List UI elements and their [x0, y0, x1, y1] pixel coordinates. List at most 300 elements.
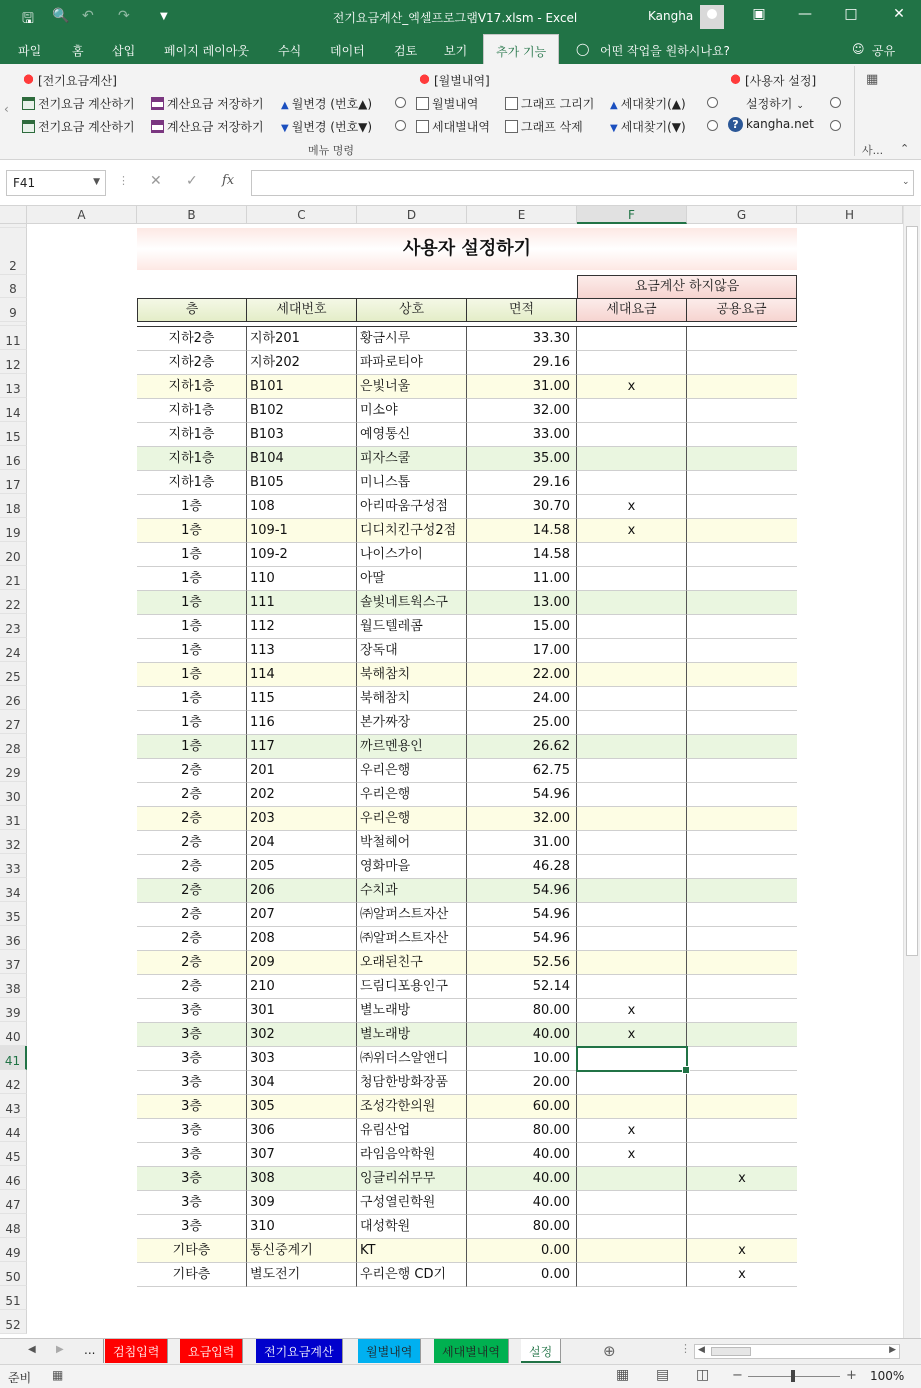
cell-unit-fee[interactable] — [577, 447, 687, 471]
macro-record-icon[interactable]: ▦ — [52, 1368, 64, 1382]
cell-name[interactable]: 라임음악학원 — [357, 1143, 467, 1167]
cell-common-fee[interactable]: x — [687, 1239, 797, 1263]
cell-name[interactable]: 잉글리쉬무무 — [357, 1167, 467, 1191]
cell-name[interactable]: 아리따움구성점 — [357, 495, 467, 519]
cell-common-fee[interactable] — [687, 1095, 797, 1119]
cell-floor[interactable]: 1층 — [137, 519, 247, 543]
cell-unit[interactable]: 310 — [247, 1215, 357, 1239]
cell-floor[interactable]: 2층 — [137, 831, 247, 855]
cell-unit-fee[interactable] — [577, 711, 687, 735]
cell-area[interactable]: 0.00 — [467, 1239, 577, 1263]
cell-name[interactable]: 황금시루 — [357, 327, 467, 351]
select-all-corner[interactable] — [0, 206, 27, 224]
cell-common-fee[interactable] — [687, 399, 797, 423]
column-header-g[interactable]: G — [687, 206, 797, 224]
expand-formula-icon[interactable]: ⌄ — [902, 177, 910, 187]
cell-area[interactable]: 32.00 — [467, 807, 577, 831]
cell-area[interactable]: 54.96 — [467, 879, 577, 903]
cell-floor[interactable]: 3층 — [137, 1143, 247, 1167]
cell-floor[interactable]: 3층 — [137, 1215, 247, 1239]
sheet-tab[interactable]: 세대별내역 — [434, 1339, 509, 1363]
cell-floor[interactable]: 1층 — [137, 711, 247, 735]
radio-1[interactable] — [395, 96, 406, 110]
radio-3[interactable] — [707, 96, 718, 110]
find-down-button[interactable]: ▼ 세대찾기(▼) — [610, 120, 686, 134]
cell-common-fee[interactable] — [687, 327, 797, 351]
cell-name[interactable]: 드림디포용인구 — [357, 975, 467, 999]
cell-unit[interactable]: 지하201 — [247, 327, 357, 351]
cell-area[interactable]: 31.00 — [467, 375, 577, 399]
cell-name[interactable]: 미소야 — [357, 399, 467, 423]
cell-common-fee[interactable] — [687, 759, 797, 783]
add-sheet-icon[interactable]: ⊕ — [603, 1342, 616, 1360]
cell-floor[interactable]: 지하1층 — [137, 471, 247, 495]
cell-area[interactable]: 26.62 — [467, 735, 577, 759]
cell-unit-fee[interactable] — [577, 1071, 687, 1095]
save-calc-button-2[interactable]: 계산요금 저장하기 — [151, 118, 264, 135]
cell-unit[interactable]: B105 — [247, 471, 357, 495]
cell-unit-fee[interactable]: x — [577, 375, 687, 399]
cell-floor[interactable]: 1층 — [137, 495, 247, 519]
cell-floor[interactable]: 1층 — [137, 543, 247, 567]
cell-unit-fee[interactable] — [577, 1215, 687, 1239]
row-header[interactable]: 36 — [0, 926, 27, 950]
sheet-tab[interactable]: 요금입력 — [180, 1339, 243, 1363]
cell-floor[interactable]: 2층 — [137, 879, 247, 903]
ribbon-scroll-left-icon[interactable]: ‹ — [4, 102, 9, 116]
cell-common-fee[interactable] — [687, 903, 797, 927]
row-header[interactable]: 45 — [0, 1142, 27, 1166]
cell-unit-fee[interactable] — [577, 1047, 687, 1071]
cell-floor[interactable]: 3층 — [137, 1071, 247, 1095]
cell-name[interactable]: 우리은행 — [357, 783, 467, 807]
cell-floor[interactable]: 2층 — [137, 927, 247, 951]
cell-unit[interactable]: 지하202 — [247, 351, 357, 375]
month-down-button[interactable]: ▼ 월변경 (번호▼) — [281, 120, 373, 134]
save-icon[interactable]: 🖫 — [22, 11, 34, 27]
cell-area[interactable]: 29.16 — [467, 351, 577, 375]
cell-floor[interactable]: 3층 — [137, 999, 247, 1023]
cell-floor[interactable]: 3층 — [137, 1119, 247, 1143]
cell-unit[interactable]: 302 — [247, 1023, 357, 1047]
cell-common-fee[interactable] — [687, 351, 797, 375]
cell-floor[interactable]: 3층 — [137, 1023, 247, 1047]
row-header[interactable]: 41 — [0, 1046, 27, 1070]
cell-name[interactable]: KT — [357, 1239, 467, 1263]
cell-area[interactable]: 30.70 — [467, 495, 577, 519]
cell-name[interactable]: ㈜알퍼스트자산 — [357, 927, 467, 951]
cell-floor[interactable]: 3층 — [137, 1191, 247, 1215]
cell-unit[interactable]: 109-1 — [247, 519, 357, 543]
cell-common-fee[interactable] — [687, 639, 797, 663]
cell-common-fee[interactable] — [687, 375, 797, 399]
cell-name[interactable]: 별노래방 — [357, 1023, 467, 1047]
sheet-tab[interactable]: 검침입력 — [105, 1339, 168, 1363]
cell-name[interactable]: 나이스가이 — [357, 543, 467, 567]
ribbon-display-icon[interactable]: ▣ — [752, 6, 766, 22]
cell-name[interactable]: 청담한방화장품 — [357, 1071, 467, 1095]
cell-common-fee[interactable] — [687, 999, 797, 1023]
horizontal-scrollbar[interactable] — [694, 1344, 900, 1359]
redo-icon[interactable]: ↷ — [118, 8, 130, 24]
cell-floor[interactable]: 1층 — [137, 615, 247, 639]
cell-common-fee[interactable]: x — [687, 1263, 797, 1287]
cell-name[interactable]: 장독대 — [357, 639, 467, 663]
tab-data[interactable]: 데이터 — [330, 44, 365, 58]
cell-floor[interactable]: 지하2층 — [137, 327, 247, 351]
cell-common-fee[interactable] — [687, 615, 797, 639]
row-header[interactable]: 49 — [0, 1238, 27, 1262]
cancel-icon[interactable]: ✕ — [150, 173, 162, 189]
cell-floor[interactable]: 기타층 — [137, 1239, 247, 1263]
cell-unit-fee[interactable] — [577, 855, 687, 879]
cell-area[interactable]: 35.00 — [467, 447, 577, 471]
row-header[interactable]: 28 — [0, 734, 27, 758]
cell-unit-fee[interactable]: x — [577, 1143, 687, 1167]
cell-unit[interactable]: 110 — [247, 567, 357, 591]
cell-unit-fee[interactable]: x — [577, 495, 687, 519]
row-header[interactable]: 47 — [0, 1190, 27, 1214]
cell-name[interactable]: 피자스쿨 — [357, 447, 467, 471]
sheet-tab[interactable]: 전기요금계산 — [256, 1339, 343, 1363]
cell-area[interactable]: 29.16 — [467, 471, 577, 495]
cell-area[interactable]: 40.00 — [467, 1191, 577, 1215]
cell-floor[interactable]: 기타층 — [137, 1263, 247, 1287]
cell-unit-fee[interactable] — [577, 831, 687, 855]
cell-unit[interactable]: 209 — [247, 951, 357, 975]
cell-area[interactable]: 52.14 — [467, 975, 577, 999]
cell-area[interactable]: 62.75 — [467, 759, 577, 783]
cell-unit-fee[interactable] — [577, 567, 687, 591]
site-link[interactable]: ? kangha.net — [728, 117, 814, 132]
cell-area[interactable]: 14.58 — [467, 543, 577, 567]
name-box[interactable]: F41 ▼ — [6, 170, 106, 196]
scroll-right-icon[interactable]: ▶ — [889, 1345, 896, 1355]
row-header[interactable]: 15 — [0, 422, 27, 446]
tab-addins[interactable]: 추가 기능 — [483, 34, 559, 64]
cell-area[interactable]: 13.00 — [467, 591, 577, 615]
radio-5[interactable] — [830, 96, 841, 110]
cell-common-fee[interactable]: x — [687, 1167, 797, 1191]
cell-unit[interactable]: 별도전기 — [247, 1263, 357, 1287]
column-header-c[interactable]: C — [247, 206, 357, 224]
cell-area[interactable]: 54.96 — [467, 783, 577, 807]
cell-area[interactable]: 80.00 — [467, 1215, 577, 1239]
row-header[interactable]: 2 — [0, 228, 27, 275]
column-header-e[interactable]: E — [467, 206, 577, 224]
enter-icon[interactable]: ✓ — [186, 173, 198, 189]
cell-unit[interactable]: 통신중계기 — [247, 1239, 357, 1263]
cell-name[interactable]: 유림산업 — [357, 1119, 467, 1143]
cell-common-fee[interactable] — [687, 879, 797, 903]
next-sheet-icon[interactable]: ▶ — [56, 1344, 64, 1355]
cell-area[interactable]: 33.30 — [467, 327, 577, 351]
cell-name[interactable]: 오래된친구 — [357, 951, 467, 975]
cell-common-fee[interactable] — [687, 1215, 797, 1239]
find-up-button[interactable]: ▲ 세대찾기(▲) — [610, 97, 686, 111]
cell-unit[interactable]: B103 — [247, 423, 357, 447]
page-layout-view-icon[interactable]: ▤ — [656, 1367, 670, 1383]
cell-floor[interactable]: 3층 — [137, 1167, 247, 1191]
cell-floor[interactable]: 1층 — [137, 663, 247, 687]
cell-name[interactable]: 수치과 — [357, 879, 467, 903]
cell-unit-fee[interactable] — [577, 423, 687, 447]
grid-icon[interactable]: ▦ — [866, 72, 879, 87]
cell-unit[interactable]: 204 — [247, 831, 357, 855]
cell-area[interactable]: 32.00 — [467, 399, 577, 423]
cell-common-fee[interactable] — [687, 687, 797, 711]
cell-unit-fee[interactable] — [577, 615, 687, 639]
page-break-view-icon[interactable]: ◫ — [696, 1367, 710, 1383]
radio-4[interactable] — [707, 119, 718, 133]
save-calc-button-1[interactable]: 계산요금 저장하기 — [151, 95, 264, 112]
cell-unit-fee[interactable] — [577, 783, 687, 807]
row-header[interactable]: 26 — [0, 686, 27, 710]
row-header[interactable]: 50 — [0, 1262, 27, 1286]
sheet-tab[interactable]: 월별내역 — [358, 1339, 421, 1363]
row-header[interactable]: 48 — [0, 1214, 27, 1238]
cell-floor[interactable]: 1층 — [137, 591, 247, 615]
row-header[interactable]: 39 — [0, 998, 27, 1022]
cell-name[interactable]: 까르멘용인 — [357, 735, 467, 759]
cell-common-fee[interactable] — [687, 927, 797, 951]
cell-unit-fee[interactable] — [577, 591, 687, 615]
cell-floor[interactable]: 1층 — [137, 687, 247, 711]
cell-unit[interactable]: 305 — [247, 1095, 357, 1119]
close-icon[interactable]: ✕ — [893, 6, 905, 22]
cell-unit-fee[interactable] — [577, 735, 687, 759]
cell-area[interactable]: 0.00 — [467, 1263, 577, 1287]
row-header[interactable]: 40 — [0, 1022, 27, 1046]
cell-common-fee[interactable] — [687, 423, 797, 447]
cell-floor[interactable]: 지하1층 — [137, 423, 247, 447]
row-header[interactable]: 23 — [0, 614, 27, 638]
tab-insert[interactable]: 삽입 — [112, 44, 136, 58]
cell-unit-fee[interactable] — [577, 351, 687, 375]
cell-common-fee[interactable] — [687, 447, 797, 471]
cell-common-fee[interactable] — [687, 951, 797, 975]
cell-floor[interactable]: 지하1층 — [137, 375, 247, 399]
cell-common-fee[interactable] — [687, 1071, 797, 1095]
cell-name[interactable]: 북해참치 — [357, 687, 467, 711]
row-header[interactable]: 13 — [0, 374, 27, 398]
cell-unit-fee[interactable] — [577, 927, 687, 951]
tell-me-search[interactable]: 어떤 작업을 원하시나요? — [600, 44, 730, 58]
cell-area[interactable]: 40.00 — [467, 1167, 577, 1191]
row-header[interactable]: 30 — [0, 782, 27, 806]
cell-unit[interactable]: 113 — [247, 639, 357, 663]
tab-page-layout[interactable]: 페이지 레이아웃 — [164, 44, 249, 58]
row-header[interactable]: 43 — [0, 1094, 27, 1118]
prev-sheet-icon[interactable]: ◀ — [28, 1344, 36, 1355]
cell-common-fee[interactable] — [687, 1143, 797, 1167]
row-header[interactable]: 17 — [0, 470, 27, 494]
cell-area[interactable]: 22.00 — [467, 663, 577, 687]
cell-common-fee[interactable] — [687, 1047, 797, 1071]
cell-name[interactable]: ㈜위더스알앤디 — [357, 1047, 467, 1071]
row-header[interactable]: 8 — [0, 275, 27, 298]
cell-common-fee[interactable] — [687, 519, 797, 543]
row-header[interactable]: 29 — [0, 758, 27, 782]
maximize-icon[interactable]: □ — [844, 6, 858, 22]
cell-common-fee[interactable] — [687, 543, 797, 567]
cell-floor[interactable]: 2층 — [137, 783, 247, 807]
cell-floor[interactable]: 2층 — [137, 759, 247, 783]
graph-draw-button[interactable]: 그래프 그리기 — [505, 95, 594, 112]
cell-unit-fee[interactable]: x — [577, 1023, 687, 1047]
cell-name[interactable]: 본가짜장 — [357, 711, 467, 735]
row-header[interactable]: 9 — [0, 298, 27, 322]
cell-name[interactable]: 영화마을 — [357, 855, 467, 879]
undo-icon[interactable]: ↶ — [82, 8, 94, 24]
row-header[interactable]: 37 — [0, 950, 27, 974]
calc-button-2[interactable]: 전기요금 계산하기 — [22, 118, 135, 135]
cell-name[interactable]: 별노래방 — [357, 999, 467, 1023]
cell-floor[interactable]: 지하1층 — [137, 447, 247, 471]
row-header[interactable]: 31 — [0, 806, 27, 830]
cell-common-fee[interactable] — [687, 1191, 797, 1215]
cell-name[interactable]: 조성각한의원 — [357, 1095, 467, 1119]
cell-unit[interactable]: 202 — [247, 783, 357, 807]
cell-common-fee[interactable] — [687, 567, 797, 591]
tab-file[interactable]: 파일 — [18, 44, 42, 58]
cell-floor[interactable]: 지하1층 — [137, 399, 247, 423]
cell-floor[interactable]: 1층 — [137, 735, 247, 759]
column-header-f[interactable]: F — [577, 206, 687, 224]
cell-name[interactable]: 박철헤어 — [357, 831, 467, 855]
cell-area[interactable]: 17.00 — [467, 639, 577, 663]
zoom-in-icon[interactable]: + — [846, 1368, 857, 1383]
row-header[interactable]: 34 — [0, 878, 27, 902]
cell-name[interactable]: 아딸 — [357, 567, 467, 591]
customize-toolbar-icon[interactable]: ▼ — [160, 11, 168, 22]
row-header[interactable]: 14 — [0, 398, 27, 422]
cell-area[interactable]: 52.56 — [467, 951, 577, 975]
row-header[interactable]: 35 — [0, 902, 27, 926]
cell-unit-fee[interactable] — [577, 1167, 687, 1191]
cell-unit[interactable]: 116 — [247, 711, 357, 735]
row-header[interactable]: 24 — [0, 638, 27, 662]
row-header[interactable]: 38 — [0, 974, 27, 998]
month-up-button[interactable]: ▲ 월변경 (번호▲) — [281, 97, 373, 111]
cell-name[interactable]: 솔빛네트웍스구 — [357, 591, 467, 615]
cell-name[interactable]: 대성학원 — [357, 1215, 467, 1239]
cell-name[interactable]: 예영통신 — [357, 423, 467, 447]
zoom-slider-handle[interactable] — [791, 1370, 795, 1382]
cell-area[interactable]: 46.28 — [467, 855, 577, 879]
cell-common-fee[interactable] — [687, 831, 797, 855]
row-header[interactable]: 44 — [0, 1118, 27, 1142]
horizontal-scroll-thumb[interactable] — [711, 1347, 751, 1356]
cell-name[interactable]: 북해참치 — [357, 663, 467, 687]
radio-6[interactable] — [830, 119, 841, 133]
column-header-a[interactable]: A — [27, 206, 137, 224]
cell-area[interactable]: 15.00 — [467, 615, 577, 639]
cell-unit-fee[interactable] — [577, 663, 687, 687]
cell-unit-fee[interactable]: x — [577, 1119, 687, 1143]
cell-unit[interactable]: 303 — [247, 1047, 357, 1071]
graph-delete-button[interactable]: 그래프 삭제 — [505, 118, 583, 135]
cell-unit[interactable]: 108 — [247, 495, 357, 519]
cell-common-fee[interactable] — [687, 855, 797, 879]
cell-unit[interactable]: 208 — [247, 927, 357, 951]
cell-unit-fee[interactable] — [577, 903, 687, 927]
cell-unit-fee[interactable] — [577, 639, 687, 663]
cell-common-fee[interactable] — [687, 1119, 797, 1143]
column-header-b[interactable]: B — [137, 206, 247, 224]
vertical-scrollbar[interactable] — [903, 206, 920, 1338]
cell-unit-fee[interactable] — [577, 687, 687, 711]
cell-area[interactable]: 14.58 — [467, 519, 577, 543]
row-header[interactable]: 46 — [0, 1166, 27, 1190]
cell-name[interactable]: 디디치킨구성2점 — [357, 519, 467, 543]
cell-area[interactable]: 24.00 — [467, 687, 577, 711]
sheet-tab[interactable]: 설정 — [521, 1339, 561, 1363]
zoom-out-icon[interactable]: − — [732, 1368, 743, 1383]
cell-unit[interactable]: 117 — [247, 735, 357, 759]
cell-area[interactable]: 80.00 — [467, 1119, 577, 1143]
radio-2[interactable] — [395, 119, 406, 133]
cell-name[interactable]: ㈜알퍼스트자산 — [357, 903, 467, 927]
cell-unit-fee[interactable] — [577, 327, 687, 351]
cell-unit[interactable]: B104 — [247, 447, 357, 471]
cell-unit[interactable]: 308 — [247, 1167, 357, 1191]
cell-name[interactable]: 파파로티야 — [357, 351, 467, 375]
function-icon[interactable]: fx — [222, 173, 235, 188]
cell-unit[interactable]: 304 — [247, 1071, 357, 1095]
cell-name[interactable]: 은빛너울 — [357, 375, 467, 399]
minimize-icon[interactable]: — — [798, 6, 812, 22]
cell-unit-fee[interactable]: x — [577, 519, 687, 543]
share-button[interactable]: 공유 — [872, 44, 896, 58]
cell-area[interactable]: 31.00 — [467, 831, 577, 855]
row-header[interactable]: 20 — [0, 542, 27, 566]
cell-unit-fee[interactable] — [577, 543, 687, 567]
cell-common-fee[interactable] — [687, 783, 797, 807]
row-header[interactable]: 18 — [0, 494, 27, 518]
cell-unit[interactable]: 111 — [247, 591, 357, 615]
cell-unit-fee[interactable] — [577, 1239, 687, 1263]
cell-floor[interactable]: 2층 — [137, 903, 247, 927]
cell-unit[interactable]: 114 — [247, 663, 357, 687]
cell-area[interactable]: 54.96 — [467, 927, 577, 951]
row-header[interactable]: 19 — [0, 518, 27, 542]
row-header[interactable]: 16 — [0, 446, 27, 470]
cell-unit-fee[interactable] — [577, 807, 687, 831]
household-button[interactable]: 세대별내역 — [416, 118, 490, 135]
row-header[interactable]: 27 — [0, 710, 27, 734]
cell-unit-fee[interactable] — [577, 471, 687, 495]
vertical-scroll-thumb[interactable] — [906, 226, 918, 956]
cell-common-fee[interactable] — [687, 663, 797, 687]
cell-unit[interactable]: 206 — [247, 879, 357, 903]
cell-unit-fee[interactable] — [577, 1263, 687, 1287]
cell-name[interactable]: 우리은행 CD기 — [357, 1263, 467, 1287]
cell-common-fee[interactable] — [687, 711, 797, 735]
cell-floor[interactable]: 2층 — [137, 975, 247, 999]
cell-name[interactable]: 월드텔레콤 — [357, 615, 467, 639]
cell-area[interactable]: 80.00 — [467, 999, 577, 1023]
row-header[interactable]: 12 — [0, 350, 27, 374]
cell-unit[interactable]: 309 — [247, 1191, 357, 1215]
column-header-d[interactable]: D — [357, 206, 467, 224]
cell-name[interactable]: 구성열린학원 — [357, 1191, 467, 1215]
row-header[interactable]: 25 — [0, 662, 27, 686]
cell-common-fee[interactable] — [687, 591, 797, 615]
cell-unit-fee[interactable]: x — [577, 999, 687, 1023]
row-header[interactable]: 11 — [0, 326, 27, 350]
cell-unit[interactable]: 201 — [247, 759, 357, 783]
